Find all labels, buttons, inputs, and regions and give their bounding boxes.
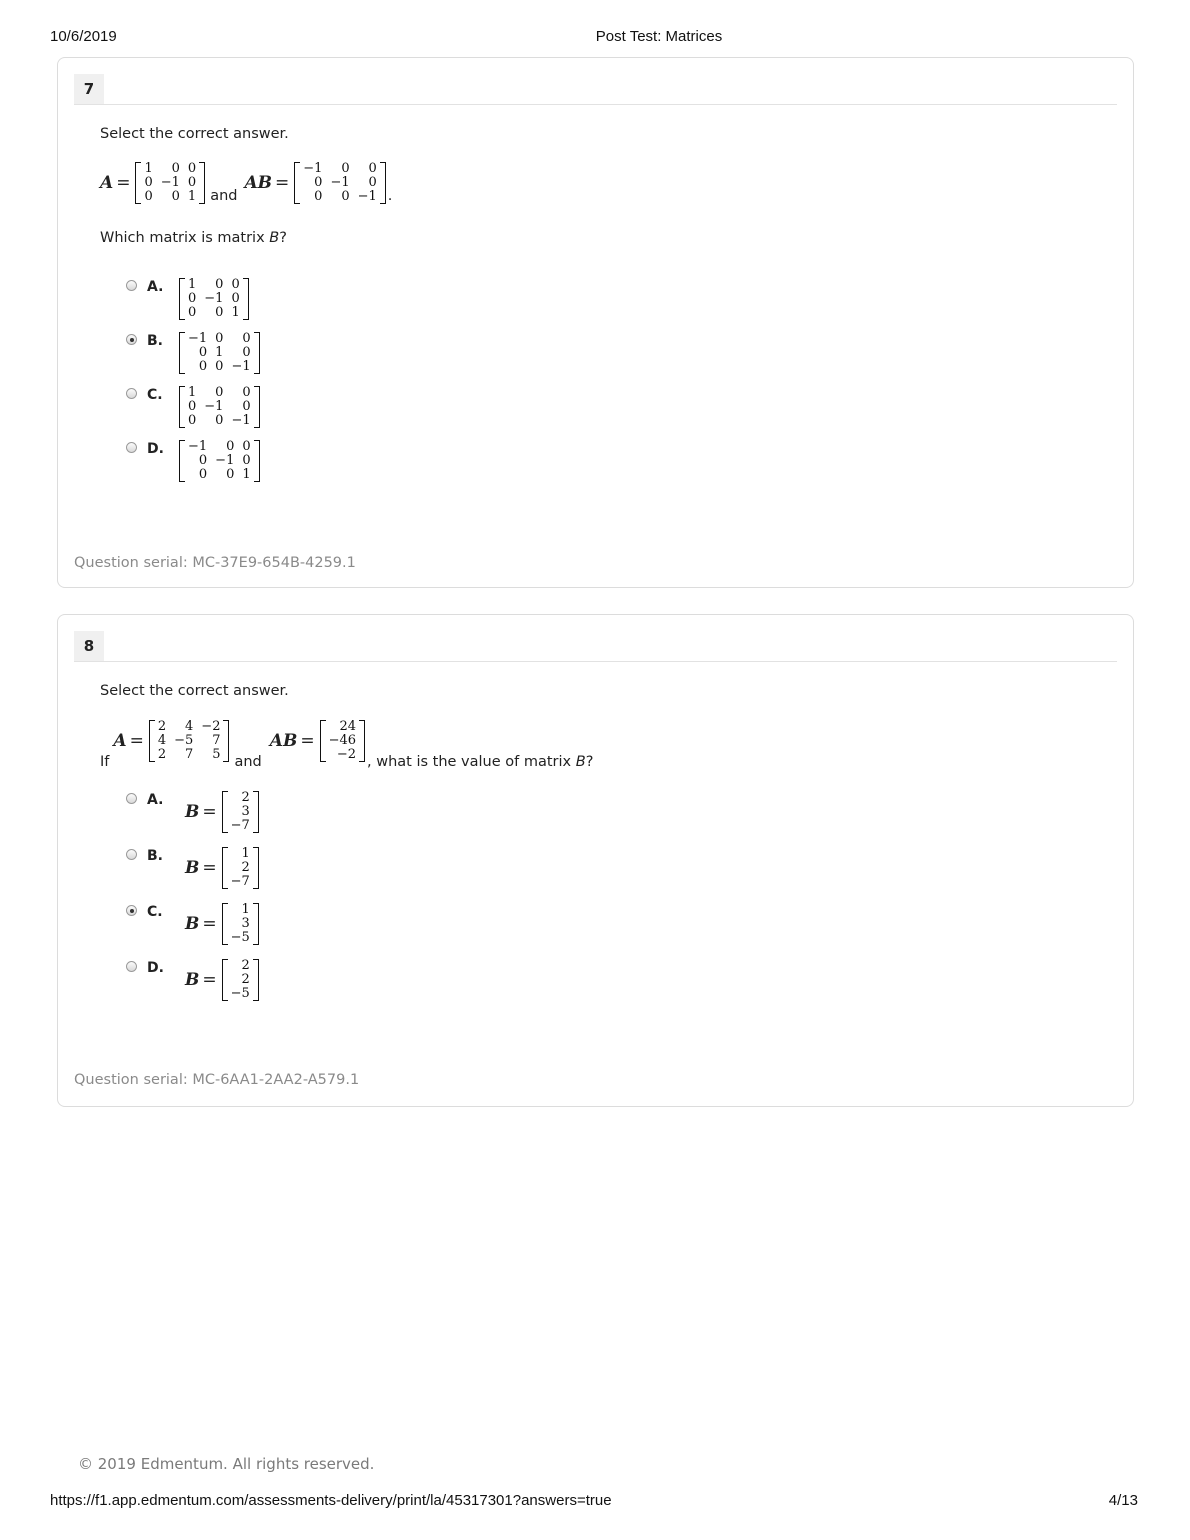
matrix-cell: 0 xyxy=(242,439,251,454)
answer-option[interactable] xyxy=(126,278,251,320)
matrix-cell: 0 xyxy=(368,175,377,190)
radio-button[interactable] xyxy=(126,442,137,453)
math-var-b: B xyxy=(185,802,200,822)
option-label: A. xyxy=(147,279,164,295)
matrix-cell: 0 xyxy=(231,291,240,306)
question-text xyxy=(367,754,593,770)
answer-option[interactable] xyxy=(126,791,261,833)
option-math xyxy=(177,386,262,428)
question-text-suffix: ? xyxy=(585,754,594,770)
matrix-cell: 0 xyxy=(215,413,224,428)
option-matrix xyxy=(222,959,259,1001)
answer-option[interactable] xyxy=(126,903,261,945)
option-label: A. xyxy=(147,792,164,808)
question-card-8 xyxy=(57,614,1134,1107)
answer-option[interactable] xyxy=(126,440,262,482)
matrix-cell: 0 xyxy=(242,453,251,468)
matrix-cell: 0 xyxy=(215,277,224,292)
matrix-cell: 0 xyxy=(198,359,208,374)
matrix-cell: 0 xyxy=(188,399,197,414)
math-var-b: B xyxy=(185,914,200,934)
matrix-cell: 0 xyxy=(341,189,350,204)
matrix-cell: 0 xyxy=(231,277,240,292)
matrix-cell: 0 xyxy=(171,161,180,176)
matrix-ab xyxy=(320,720,365,762)
copyright: © 2019 Edmentum. All rights reserved. xyxy=(78,1455,375,1473)
matrix-cell: −1 xyxy=(357,189,377,204)
math-equals: = xyxy=(300,731,315,751)
matrix-cell: 0 xyxy=(198,453,208,468)
and-text: and xyxy=(210,188,238,204)
option-label: D. xyxy=(147,441,164,457)
math-var-b: B xyxy=(185,970,200,990)
math-var-b: B xyxy=(185,858,200,878)
math-var-a: A xyxy=(113,731,127,751)
matrix-cell: −5 xyxy=(174,733,194,748)
option-label: B. xyxy=(147,333,163,349)
matrix-cell: 2 xyxy=(241,972,250,987)
matrix-cell: 0 xyxy=(242,331,251,346)
matrix-cell: 0 xyxy=(242,345,251,360)
matrix-cell: 0 xyxy=(226,467,235,482)
math-expr-a xyxy=(113,720,231,762)
matrix-cell: 0 xyxy=(188,413,197,428)
matrix-cell: 7 xyxy=(185,747,194,762)
period-text: . xyxy=(387,188,393,204)
option-matrix xyxy=(179,332,260,374)
divider xyxy=(74,661,1117,662)
matrix-cell: −1 xyxy=(188,439,208,454)
matrix-cell: 0 xyxy=(187,161,197,176)
matrix-cell: 2 xyxy=(241,958,250,973)
matrix-cell: 1 xyxy=(215,345,224,360)
matrix-cell: 0 xyxy=(341,161,350,176)
question-number: 7 xyxy=(74,74,104,104)
matrix-cell: −1 xyxy=(330,175,350,190)
math-equals: = xyxy=(275,173,290,193)
matrix-cell: 7 xyxy=(212,733,221,748)
option-label: D. xyxy=(147,960,164,976)
matrix-cell: 0 xyxy=(144,189,153,204)
answer-option[interactable] xyxy=(126,959,261,1001)
matrix-cell: −46 xyxy=(328,733,356,748)
print-date: 10/6/2019 xyxy=(50,28,117,45)
radio-button[interactable] xyxy=(126,388,137,399)
matrix-cell: 0 xyxy=(215,385,224,400)
option-math xyxy=(185,791,261,833)
radio-button[interactable] xyxy=(126,793,137,804)
matrix-cell: 2 xyxy=(157,747,167,762)
matrix-cell: 0 xyxy=(226,439,235,454)
math-equals: = xyxy=(202,802,217,822)
option-matrix xyxy=(179,386,260,428)
radio-button[interactable] xyxy=(126,280,137,291)
matrix-cell: 1 xyxy=(144,161,153,176)
question-var-b: B xyxy=(269,230,280,246)
matrix-cell: 0 xyxy=(368,161,377,176)
matrix-cell: 2 xyxy=(241,860,250,875)
answer-option[interactable] xyxy=(126,847,261,889)
matrix-a xyxy=(149,720,230,762)
print-title: Post Test: Matrices xyxy=(595,28,723,45)
matrix-cell: 0 xyxy=(188,305,197,320)
matrix-cell: −1 xyxy=(231,413,251,428)
matrix-cell: −1 xyxy=(215,453,235,468)
matrix-cell: 24 xyxy=(339,719,356,734)
math-equals: = xyxy=(202,970,217,990)
math-var-ab: AB xyxy=(269,731,298,751)
option-label: C. xyxy=(147,904,163,920)
option-matrix xyxy=(222,847,259,889)
matrix-cell: −5 xyxy=(230,930,250,945)
option-math xyxy=(185,903,261,945)
matrix-cell: 0 xyxy=(314,175,323,190)
matrix-cell: 0 xyxy=(215,359,224,374)
print-url: https://f1.app.edmentum.com/assessments-delivery/print/la/45317301?answers=true xyxy=(50,1492,612,1509)
matrix-cell: 0 xyxy=(198,345,208,360)
question-text-middle: , what is the value of matrix xyxy=(367,754,576,770)
matrix-cell: 0 xyxy=(215,331,224,346)
matrix-cell: 0 xyxy=(242,399,251,414)
math-equals: = xyxy=(202,858,217,878)
matrix-cell: 0 xyxy=(187,175,197,190)
matrix-cell: −7 xyxy=(230,874,250,889)
question-serial: Question serial: MC-6AA1-2AA2-A579.1 xyxy=(74,1072,360,1088)
matrix-cell: −2 xyxy=(201,719,221,734)
matrix-a xyxy=(135,162,205,204)
matrix-cell: −1 xyxy=(303,161,323,176)
matrix-cell: 0 xyxy=(215,305,224,320)
question-var-b: B xyxy=(575,754,586,770)
question-text-suffix: ? xyxy=(279,230,287,246)
radio-button[interactable] xyxy=(126,961,137,972)
matrix-cell: 0 xyxy=(242,385,251,400)
matrix-cell: −1 xyxy=(231,359,251,374)
math-expr-ab xyxy=(270,720,367,762)
matrix-cell: 1 xyxy=(241,846,250,861)
option-matrix xyxy=(179,278,249,320)
matrix-cell: 3 xyxy=(241,804,250,819)
question-serial: Question serial: MC-37E9-654B-4259.1 xyxy=(74,555,356,571)
answer-option[interactable] xyxy=(126,386,262,428)
matrix-cell: 1 xyxy=(187,189,197,204)
option-math xyxy=(177,278,251,320)
matrix-cell: 4 xyxy=(157,733,167,748)
matrix-cell: 4 xyxy=(185,719,194,734)
matrix-cell: 1 xyxy=(242,467,251,482)
matrix-cell: 1 xyxy=(188,277,197,292)
matrix-ab xyxy=(294,162,386,204)
question-card-7 xyxy=(57,57,1134,588)
math-var-a: A xyxy=(100,173,114,193)
option-math xyxy=(185,959,261,1001)
matrix-cell: −1 xyxy=(204,291,224,306)
math-equals: = xyxy=(116,173,131,193)
option-matrix xyxy=(222,903,259,945)
radio-button[interactable] xyxy=(126,334,137,345)
divider xyxy=(74,104,1117,105)
matrix-cell: 0 xyxy=(314,189,323,204)
matrix-cell: −1 xyxy=(160,175,180,190)
option-math xyxy=(177,332,262,374)
matrix-cell: 0 xyxy=(188,291,197,306)
math-var-ab: AB xyxy=(244,173,273,193)
question-number: 8 xyxy=(74,631,104,661)
answer-option[interactable] xyxy=(126,332,262,374)
matrix-cell: −1 xyxy=(188,331,208,346)
math-equals: = xyxy=(129,731,144,751)
question-instruction: Select the correct answer. xyxy=(100,683,289,699)
option-label: C. xyxy=(147,387,163,403)
if-text: If xyxy=(100,754,110,770)
question-math xyxy=(100,162,395,204)
question-instruction: Select the correct answer. xyxy=(100,126,289,142)
option-label: B. xyxy=(147,848,163,864)
option-math xyxy=(177,440,262,482)
matrix-cell: 0 xyxy=(171,189,180,204)
matrix-cell: 0 xyxy=(198,467,208,482)
radio-button[interactable] xyxy=(126,849,137,860)
matrix-cell: 5 xyxy=(212,747,221,762)
math-equals: = xyxy=(202,914,217,934)
matrix-cell: −5 xyxy=(230,986,250,1001)
option-math xyxy=(185,847,261,889)
matrix-cell: 2 xyxy=(241,790,250,805)
radio-button[interactable] xyxy=(126,905,137,916)
matrix-cell: −1 xyxy=(204,399,224,414)
question-text-prefix: Which matrix is matrix xyxy=(100,230,270,246)
print-header xyxy=(0,28,1190,48)
matrix-cell: 0 xyxy=(144,175,153,190)
page-number: 4/13 xyxy=(1108,1492,1138,1509)
matrix-cell: 1 xyxy=(241,902,250,917)
question-text xyxy=(100,230,287,246)
option-matrix xyxy=(179,440,260,482)
option-matrix xyxy=(222,791,259,833)
matrix-cell: 1 xyxy=(231,305,240,320)
matrix-cell: −7 xyxy=(230,818,250,833)
matrix-cell: 1 xyxy=(188,385,197,400)
question-math xyxy=(100,720,596,770)
matrix-cell: 2 xyxy=(157,719,167,734)
and-text: and xyxy=(234,754,262,770)
matrix-cell: −2 xyxy=(336,747,356,762)
matrix-cell: 3 xyxy=(241,916,250,931)
